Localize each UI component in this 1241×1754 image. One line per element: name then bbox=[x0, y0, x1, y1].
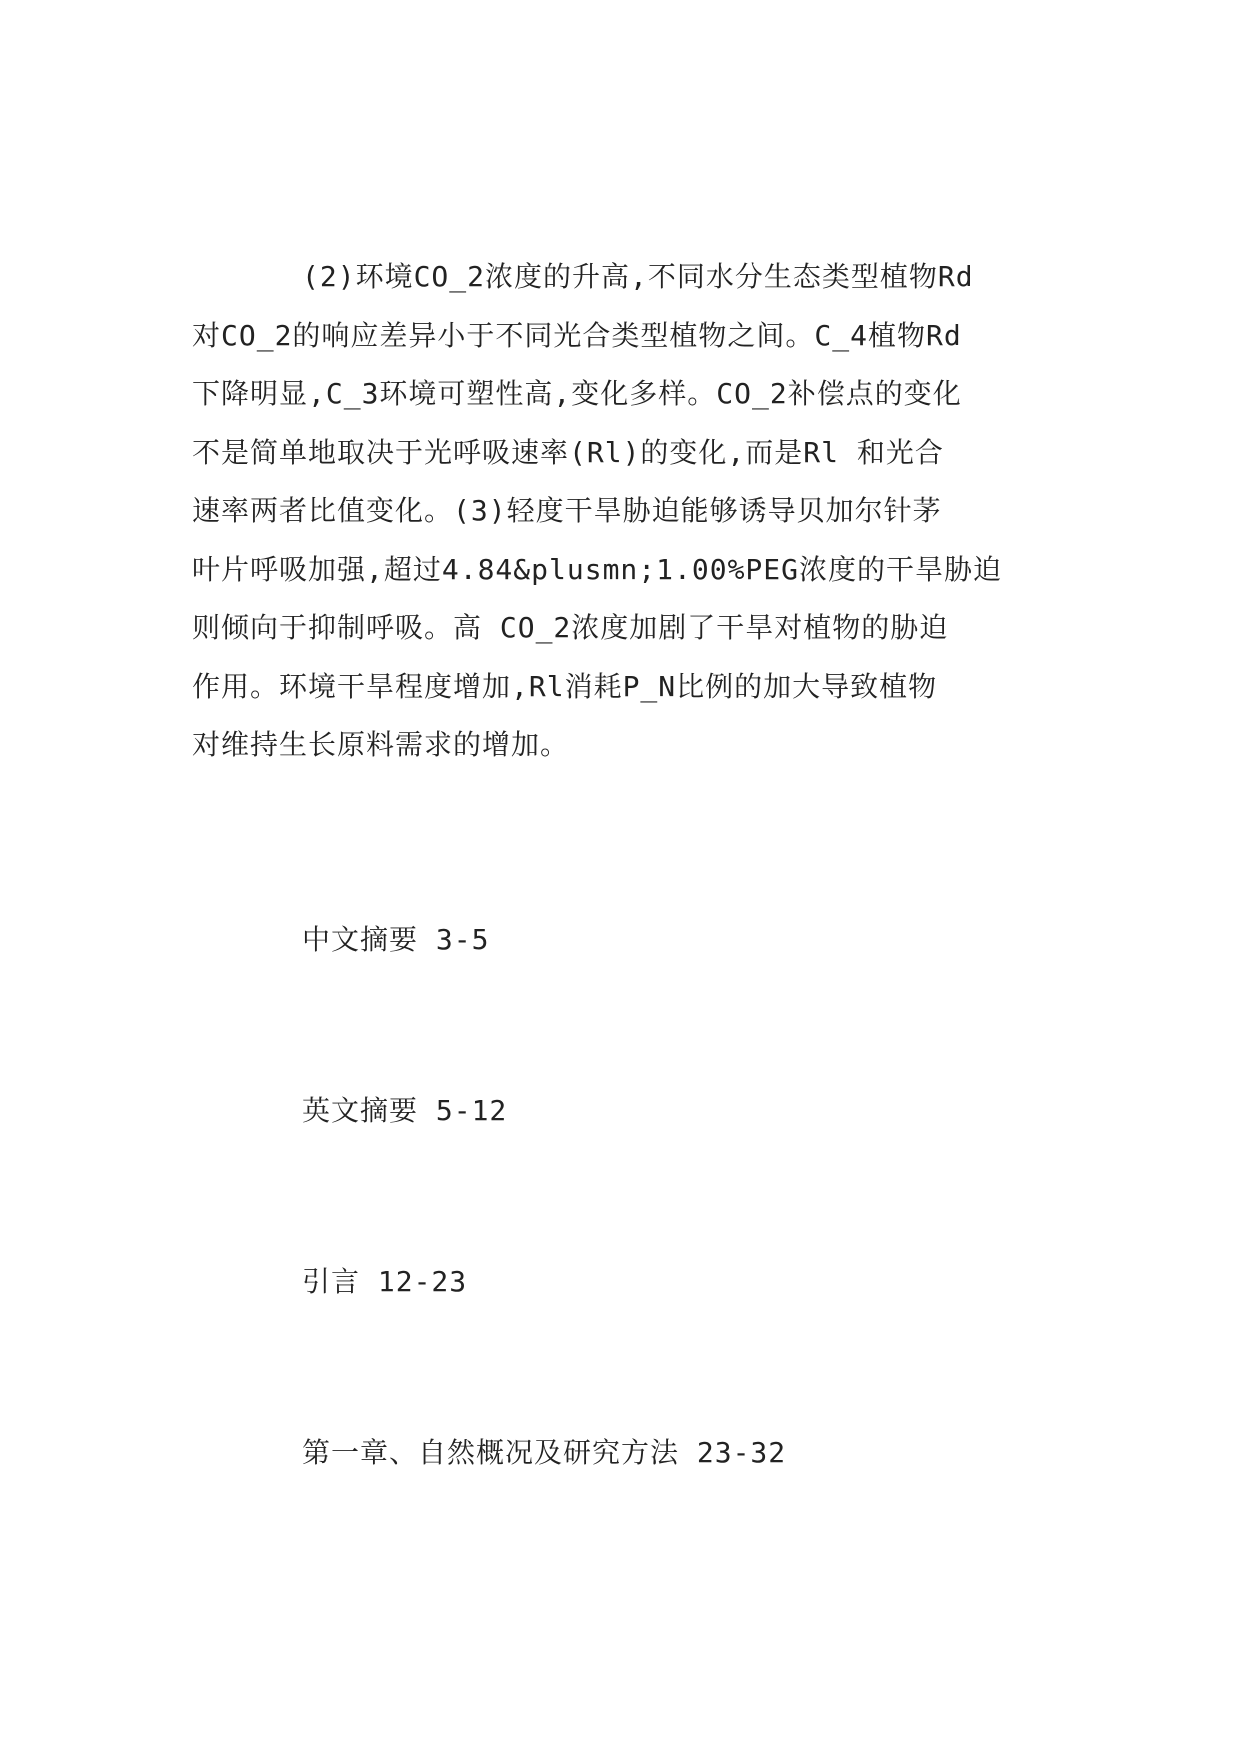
paragraph-line: 叶片呼吸加强,超过4.84&plusmn;1.00%PEG浓度的干旱胁迫 bbox=[192, 552, 1003, 586]
toc-entry-chapter-one: 第一章、自然概况及研究方法 23-32 bbox=[302, 1436, 787, 1469]
paragraph-line: 作用。环境干旱程度增加,Rl消耗P_N比例的加大导致植物 bbox=[192, 669, 938, 703]
paragraph-line: 速率两者比值变化。(3)轻度干旱胁迫能够诱导贝加尔针茅 bbox=[192, 494, 942, 527]
paragraph-line: 则倾向于抑制呼吸。高 CO_2浓度加剧了干旱对植物的胁迫 bbox=[192, 611, 949, 644]
toc-entry-chinese-abstract: 中文摘要 3-5 bbox=[302, 923, 490, 956]
paragraph-line: 不是简单地取决于光呼吸速率(Rl)的变化,而是Rl 和光合 bbox=[192, 435, 944, 469]
paragraph-line: (2)环境CO_2浓度的升高,不同水分生态类型植物Rd bbox=[302, 260, 974, 293]
paragraph-line: 对维持生长原料需求的增加。 bbox=[192, 728, 570, 761]
toc-entry-english-abstract: 英文摘要 5-12 bbox=[302, 1094, 508, 1127]
body-paragraph bbox=[192, 248, 1050, 775]
toc-entry-introduction: 引言 12-23 bbox=[302, 1265, 468, 1298]
paragraph-line: 下降明显,C_3环境可塑性高,变化多样。CO_2补偿点的变化 bbox=[192, 377, 962, 410]
paragraph-line: 对CO_2的响应差异小于不同光合类型植物之间。C_4植物Rd bbox=[192, 318, 962, 352]
